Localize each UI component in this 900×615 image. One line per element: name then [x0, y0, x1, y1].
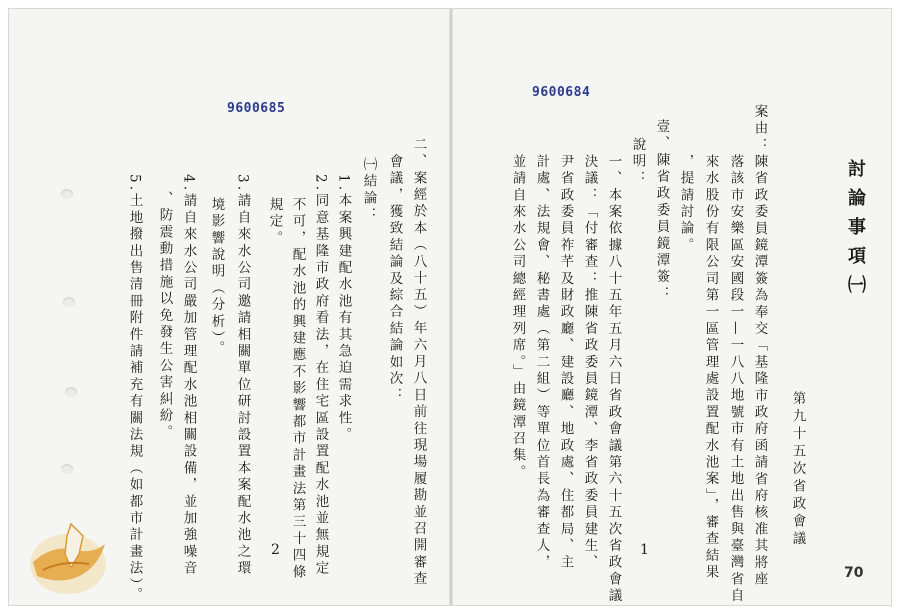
text-column: 並請自來水公司總經理列席。」由鏡潭召集。 — [509, 154, 526, 482]
text-column: 二、案經於本（八十五）年六月八日前往現場履勘並召開審查 — [410, 137, 427, 588]
text-column: 落該市安樂區安國段一—一八八地號市有土地出售與臺灣省自 — [727, 154, 744, 605]
meeting-label: 第九十五次省政會議 — [789, 391, 806, 549]
text-column: 一、本案依據八十五年五月六日省政會議第六十五次省政會議 — [605, 154, 622, 605]
document-spread — [8, 8, 892, 606]
text-column: 境影響說明（分析）。 — [208, 197, 225, 358]
text-column: 不可，配水池的興建應不影響都市計畫法第三十四條 — [289, 197, 306, 582]
text-column: ，提請討論。 — [677, 154, 694, 255]
section-heading: 討論事項㈠ — [845, 159, 866, 304]
page-number: 1 — [640, 542, 649, 558]
text-column: 5.土地撥出售清冊附件請補充有關法規（如都市計畫法）。 — [126, 174, 143, 605]
text-column: 4.請自來水公司嚴加管理配水池相關設備，並加強噪音 — [180, 174, 197, 578]
text-column: 2.同意基隆市政府看法，在住宅區設置配水池並無規定 — [312, 174, 329, 578]
text-column: 3.請自來水公司邀請相關單位研討設置本案配水池之環 — [234, 174, 251, 578]
serial-stamp: 9600685 — [227, 101, 286, 116]
watermark-logo-icon — [23, 514, 113, 600]
corner-mark: 70 — [844, 565, 864, 581]
page-1 — [452, 9, 892, 605]
text-column: 、防震動措施以免發生公害糾紛。 — [156, 191, 173, 442]
text-column: 尹省政委員祚芊及財政廳、建設廳、地政處、住都局、主 — [557, 154, 574, 572]
text-column: 規定。 — [266, 197, 283, 248]
page-2 — [9, 9, 450, 605]
text-column: 案由：陳省政委員鏡潭簽為奉交「基隆市政府函請省府核准其將座 — [751, 104, 768, 589]
page-number: 2 — [271, 542, 280, 558]
text-column: 1.本案興建配水池有其急迫需求性。 — [335, 174, 352, 444]
serial-stamp: 9600684 — [532, 85, 591, 100]
text-column: 計處、法規會、秘書處（第二組）等單位首長為審查人， — [533, 154, 550, 572]
text-column: ㈠結論： — [360, 157, 377, 224]
text-column: 來水股份有限公司第一區管理處設置配水池案」，審查結果 — [702, 154, 719, 582]
text-column: 會議，獲致結論及綜合結論如次： — [386, 154, 403, 405]
text-column: 決議：「付審查：推陳省政委員鏡潭、李省政委員建生、 — [581, 154, 598, 572]
text-column: 說明： — [629, 137, 646, 188]
text-column: 壹、陳省政委員鏡潭簽： — [653, 119, 670, 303]
